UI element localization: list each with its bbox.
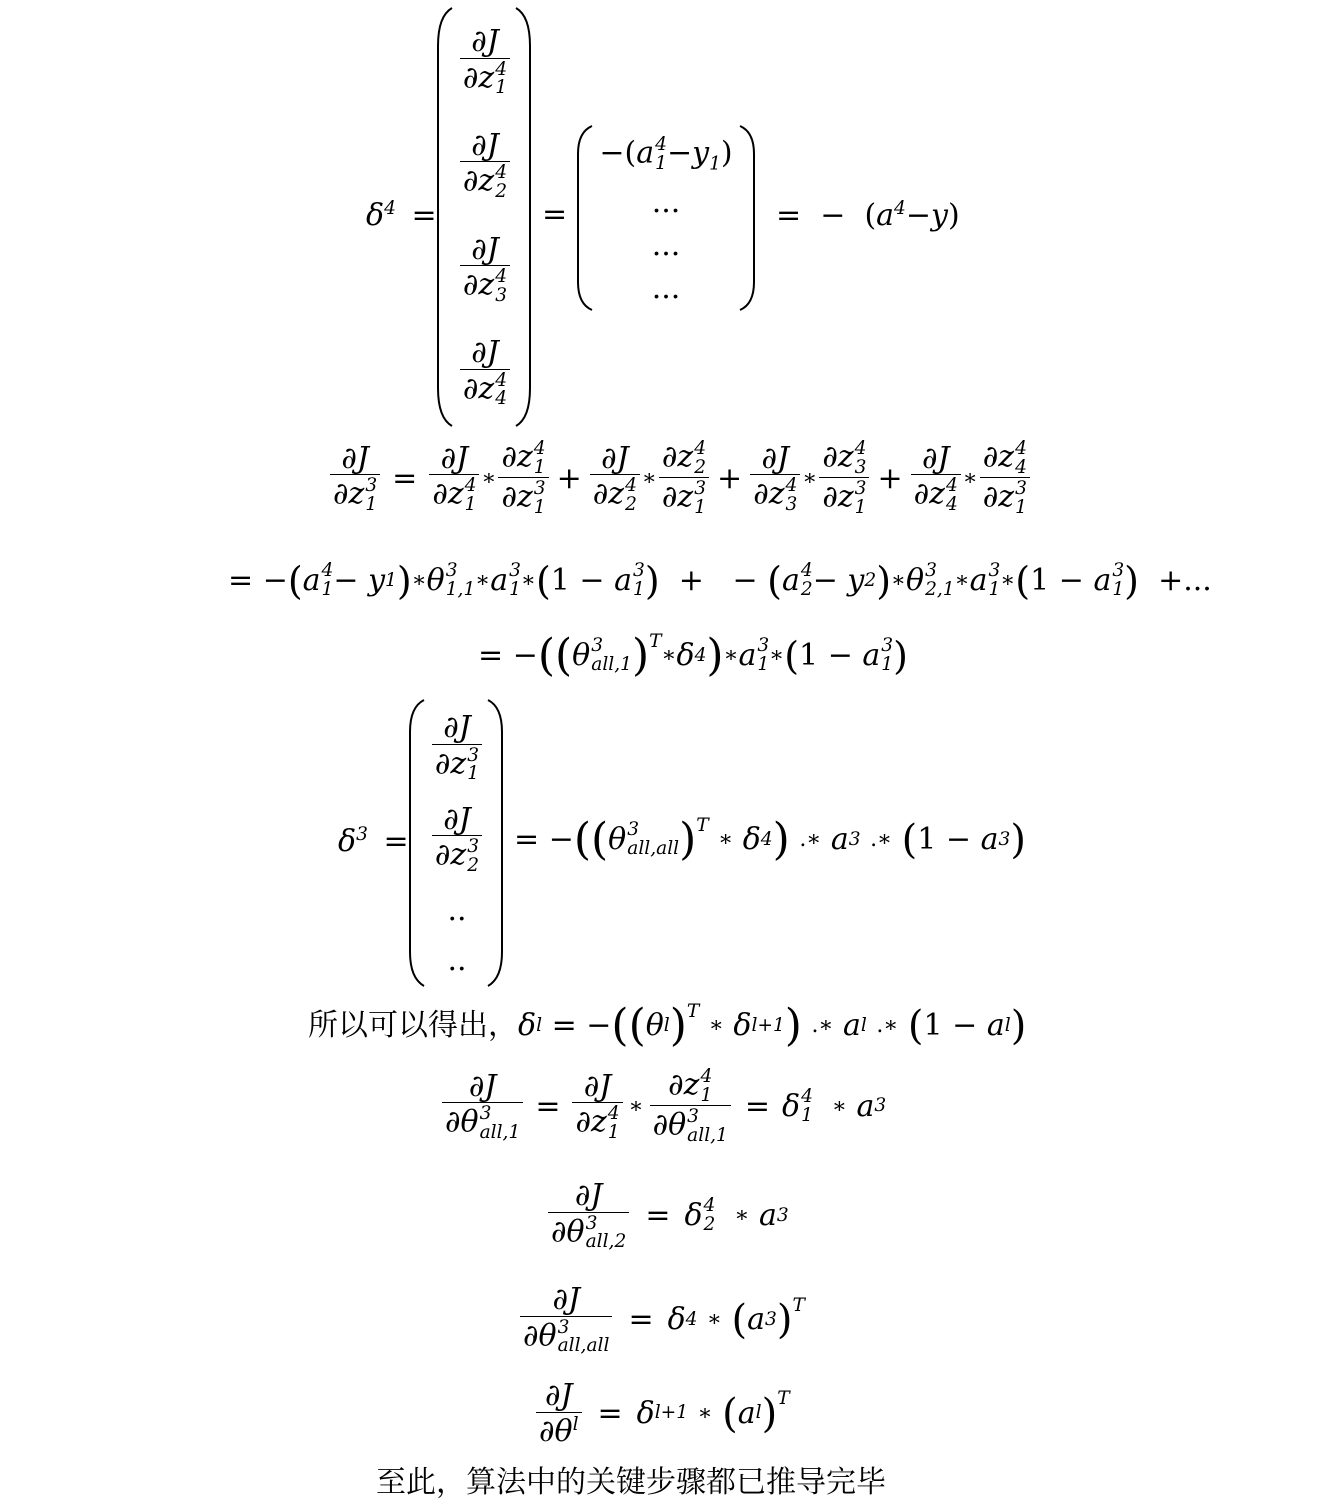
gradient-theta-l: $\frac{\partial J}{\partial\theta^l}$ = δ l+1 ∗ ( a l ) $^T$ xyxy=(534,1380,790,1447)
equals-sign: = xyxy=(542,197,568,232)
matrix-entry-two-dots: .. xyxy=(447,942,467,978)
general-delta-l: 所以可以得出， δ l = − ( ( θ l ) $^T$ ∗ δ l+1 ) .∗ a l .∗ ( 1 − a l ) xyxy=(308,1000,1027,1051)
frac-dJ-dz44: ∂J ∂z 4 4 xyxy=(460,337,510,409)
matrix-bracket-right xyxy=(514,6,532,428)
frac-dJ-dz41: ∂J ∂z 4 1 xyxy=(460,26,510,98)
chain-rule-expansion: = − ( a 4 1 − y 1 ) ∗ θ 3 1,1 ∗ a 3 1 ∗ ( 1 − a 3 1 ) + − ( a 4 2 − y 2 ) ∗ θ 3 2,1 ∗ a 3 1 ∗ ( 1 − a 3 1 ) + ... xyxy=(228,559,1212,603)
partial-derivative-matrix-delta3 xyxy=(428,702,486,986)
partial-derivative-matrix-delta4 xyxy=(456,10,514,425)
frac-dJ-dz42: ∂J ∂z 4 2 xyxy=(460,130,510,202)
frac-dJ-dz43: ∂J ∂z 4 3 xyxy=(460,234,510,306)
gradient-theta-all2: ∂J ∂θ 3 all,2 = δ 4 2 ∗ a 3 xyxy=(546,1180,789,1252)
matrix-bracket-left xyxy=(408,698,426,988)
gradient-theta-allall: ∂J ∂θ 3 all,all = δ 4 ∗ ( a 3 ) $^T$ xyxy=(518,1284,805,1356)
matrix-entry-neg-a41-y1: −(a 4 1 $-y_1$) xyxy=(599,134,733,176)
matrix-bracket-right xyxy=(738,124,756,312)
delta4-result: = − $(a^4-y)$ xyxy=(776,198,960,233)
matrix-bracket-left xyxy=(436,6,454,428)
error-vector-matrix xyxy=(596,130,736,310)
frac-dJ-dz32: ∂J ∂z 3 2 xyxy=(432,804,482,876)
final-statement: 至此，算法中的关键步骤都已推导完毕 xyxy=(376,1465,886,1500)
matrix-entry-ellipsis: ... xyxy=(651,184,681,220)
matrix-entry-ellipsis: ... xyxy=(651,270,681,306)
matrix-entry-ellipsis: ... xyxy=(651,227,681,263)
gradient-theta-all1: ∂J ∂θ 3 all,1 = ∂J ∂z 4 1 ∗ ∂z 4 1 ∂θ 3 all,1 = δ 4 1 ∗ a 3 xyxy=(440,1068,886,1145)
delta3-label: $\delta^3$ = xyxy=(338,824,409,859)
matrix-entry-two-dots: .. xyxy=(447,892,467,928)
chain-rule-dJ-dz31: ∂J ∂z 3 1 = ∂J ∂z 4 1 ∗ ∂z 4 1 ∂z 3 1 + ∂J ∂z 4 2 ∗ ∂z 4 2 ∂z 3 1 + ∂J ∂z 4 3 ∗ ∂z 4 3 ∂z 3 1 + ∂J ∂z 4 4 ∗ ∂z 4 4 ∂z 3 1 xyxy=(328,440,1032,517)
matrix-bracket-left xyxy=(576,124,594,312)
conclusion-prefix: 所以可以得出， xyxy=(308,1008,518,1043)
vectorized-form-delta31: = − ( ( θ 3 all,1 ) $^T$ ∗ δ 4 ) ∗ a 3 1 ∗ ( 1 − a 3 1 ) xyxy=(478,630,908,681)
delta3-result: = − ( ( θ 3 all,all ) $^T$ ∗ δ 4 ) .∗ a 3 .∗ ( 1 − a 3 ) xyxy=(514,814,1026,865)
frac-dJ-dz31: ∂J ∂z 3 1 xyxy=(432,712,482,784)
delta4-label: $\delta^4$ = xyxy=(366,198,437,233)
matrix-bracket-right xyxy=(486,698,504,988)
